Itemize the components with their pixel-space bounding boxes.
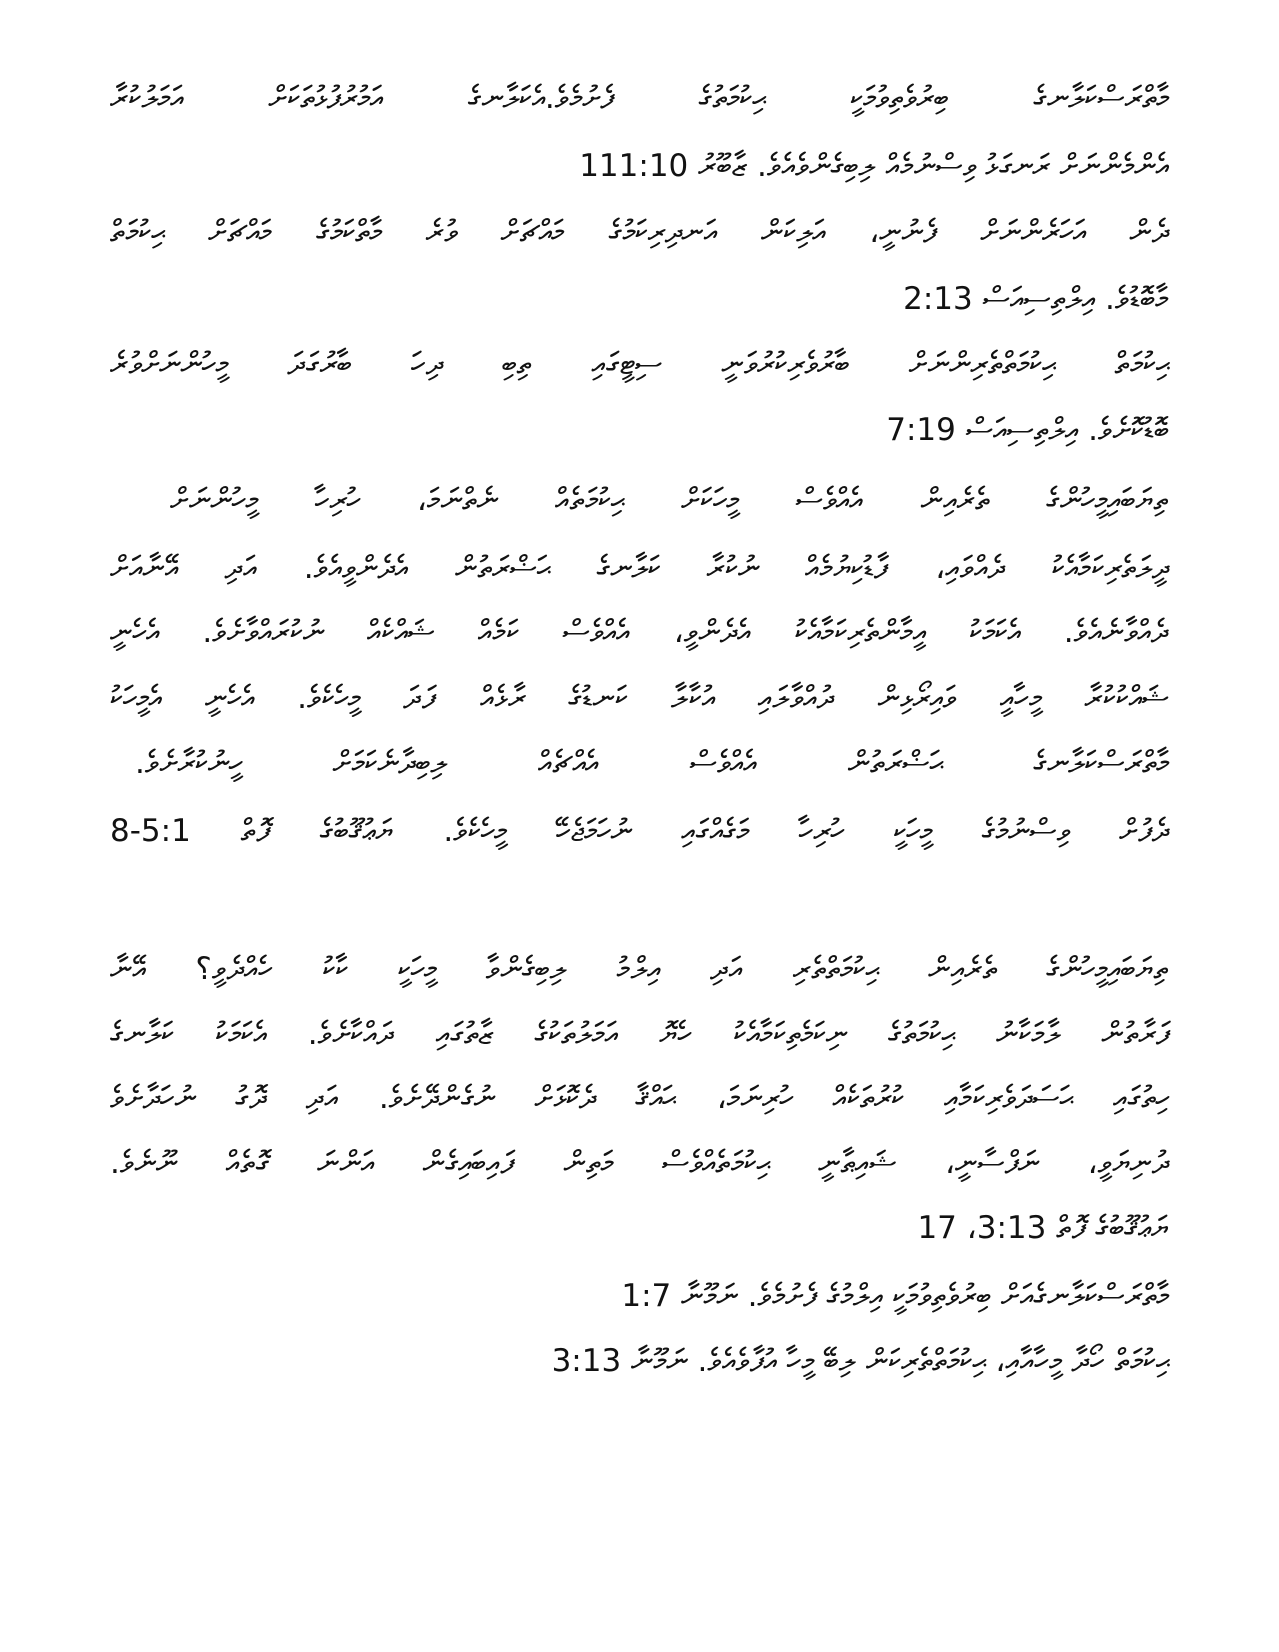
text-line: މާތްރަސްކަލާނގެ ޙަޟްރަތުން އެއްވެސް އެއްޗެއް ލިބިދާނެކަމަށް ހީނުކުރާށެވެ. xyxy=(135,745,1169,781)
text-line: ދެން އަހަރެންނަށް ފެނުނީ، އަލިކަން އަނދިރިކަމުގެ މައްޗަށް ވުރެ މާތްކަމުގެ މައްޗަށް ޙިކުމަތް xyxy=(110,214,1169,250)
text-line: ދެއްވާނެއެވެ. އެކަމަކު އީމާންތެރިކަމާއެކު އެދެންވީ، އެއްވެސް ކަމެއް ޝައްކެއް ނުކުރައްވާށެވެ. އެހެނީ xyxy=(110,614,1169,650)
text-line: އެންމެންނަށް ރަނގަޅު ވިސްނުމެއް ލިބިގެންވެއެވެ. ޒާބޫރު 111:10 xyxy=(579,148,1169,184)
text-line: މާތްރަސްކަލާނގެ ބިރުވެތިވުމަކީ ޙިކުމަތުގެ ފެށުމެވެ.އެކަލާނގެ އަމުރުފުޅުތަކަށް އަމަލުކުރާ xyxy=(110,80,1169,116)
text-line: ދީލަތެރިކަމާއެކު ދެއްވައި، ފާޑުކިޔުމެއް ނުކުރާ ކަލާނގެ ޙަޟްރަތުން އެދެންވީއެވެ. އަދި އޭނާއަށް xyxy=(110,550,1169,586)
text-line: ދެފުށް ވިސްނުމުގެ މީހަކީ ހުރިހާ މަގެއްގައި ނުހަމަޖެހޭ މީހެކެވެ. ޔަޢުޤޫބުގެ ފޮތް 5:1-8 xyxy=(110,813,1169,849)
text-line: ތިޔަބައިމީހުންގެ ތެރެއިން ޙިކުމަތްތެރި އަދި އިލްމު ލިބިގެންވާ މީހަކީ ކާކު ހެއްދެވީ؟ އޭނާ xyxy=(110,951,1169,987)
text-line: ތިޔަބައިމީހުންގެ ތެރެއިން އެއްވެސް މީހަކަށް ޙިކުމަތެއް ނެތްނަމަ، ހުރިހާ މީހުންނަށް xyxy=(170,482,1169,518)
text-line: ދުނިޔަވީ، ނަފްސާނީ، ޝައިޠާނީ ޙިކުމަތެއްވެސް މަތިން ފައިބައިގެން އަންނަ ގޮތެއް ނޫނެވެ. xyxy=(110,1145,1169,1181)
text-line: މާބޮޑުވެ. އިލްތިސިއަސް 2:13 xyxy=(903,281,1169,317)
text-line: ޔަޢުޤޫބުގެ ފޮތް 3:13، 17 xyxy=(917,1210,1169,1246)
text-line: ޙިކުމަތް ހޯދާ މީހާއާއި، ޙިކުމަތްތެރިކަން ލިބޭ މީހާ އުފާވެއެވެ. ނަމޫނާ 3:13 xyxy=(551,1343,1169,1379)
text-line: ފަރާތުން ލާމަކާނު ޙިކުމަތުގެ ނިކަމެތިކަމާއެކު ހެޔޮ އަމަލުތަކުގެ ޒާތުގައި ދައްކާށެވެ. އެކަމަކު ކަލާނގެ xyxy=(110,1016,1169,1052)
text-line: ޝައްކުކުރާ މީހާއީ ވައިރޯޅިން ދުއްވާލައި އުކާލާ ކަނޑުގެ ރާޅެއް ފަދަ މީހެކެވެ. އެހެނީ އެމީހަކު xyxy=(110,680,1169,716)
text-line: ޙިކުމަތް ޙިކުމަތްތެރިންނަށް ބާރުވެރިކުރުވަނީ ސިޓީގައި ތިބި ދިހަ ބާރުގަދަ މީހުންނަށްވުރެ xyxy=(110,346,1169,382)
text-line: ހިތުގައި ޙަސަދަވެރިކަމާއި ކުރުތަކެއް ހުރިނަމަ، ޙައްޤާ ދެކޮޅަށް ނުގެންދޭށެވެ. އަދި ދޮގު ނުހަދާށެވެ xyxy=(110,1080,1169,1116)
text-line: މާތްރަސްކަލާނގެއަށް ބިރުވެތިވުމަކީ އިލްމުގެ ފެށުމެވެ. ނަމޫނާ 1:7 xyxy=(621,1278,1169,1314)
text-line: ބޮޑުކޮށެވެ. އިލްތިސިއަސް 7:19 xyxy=(886,412,1169,448)
